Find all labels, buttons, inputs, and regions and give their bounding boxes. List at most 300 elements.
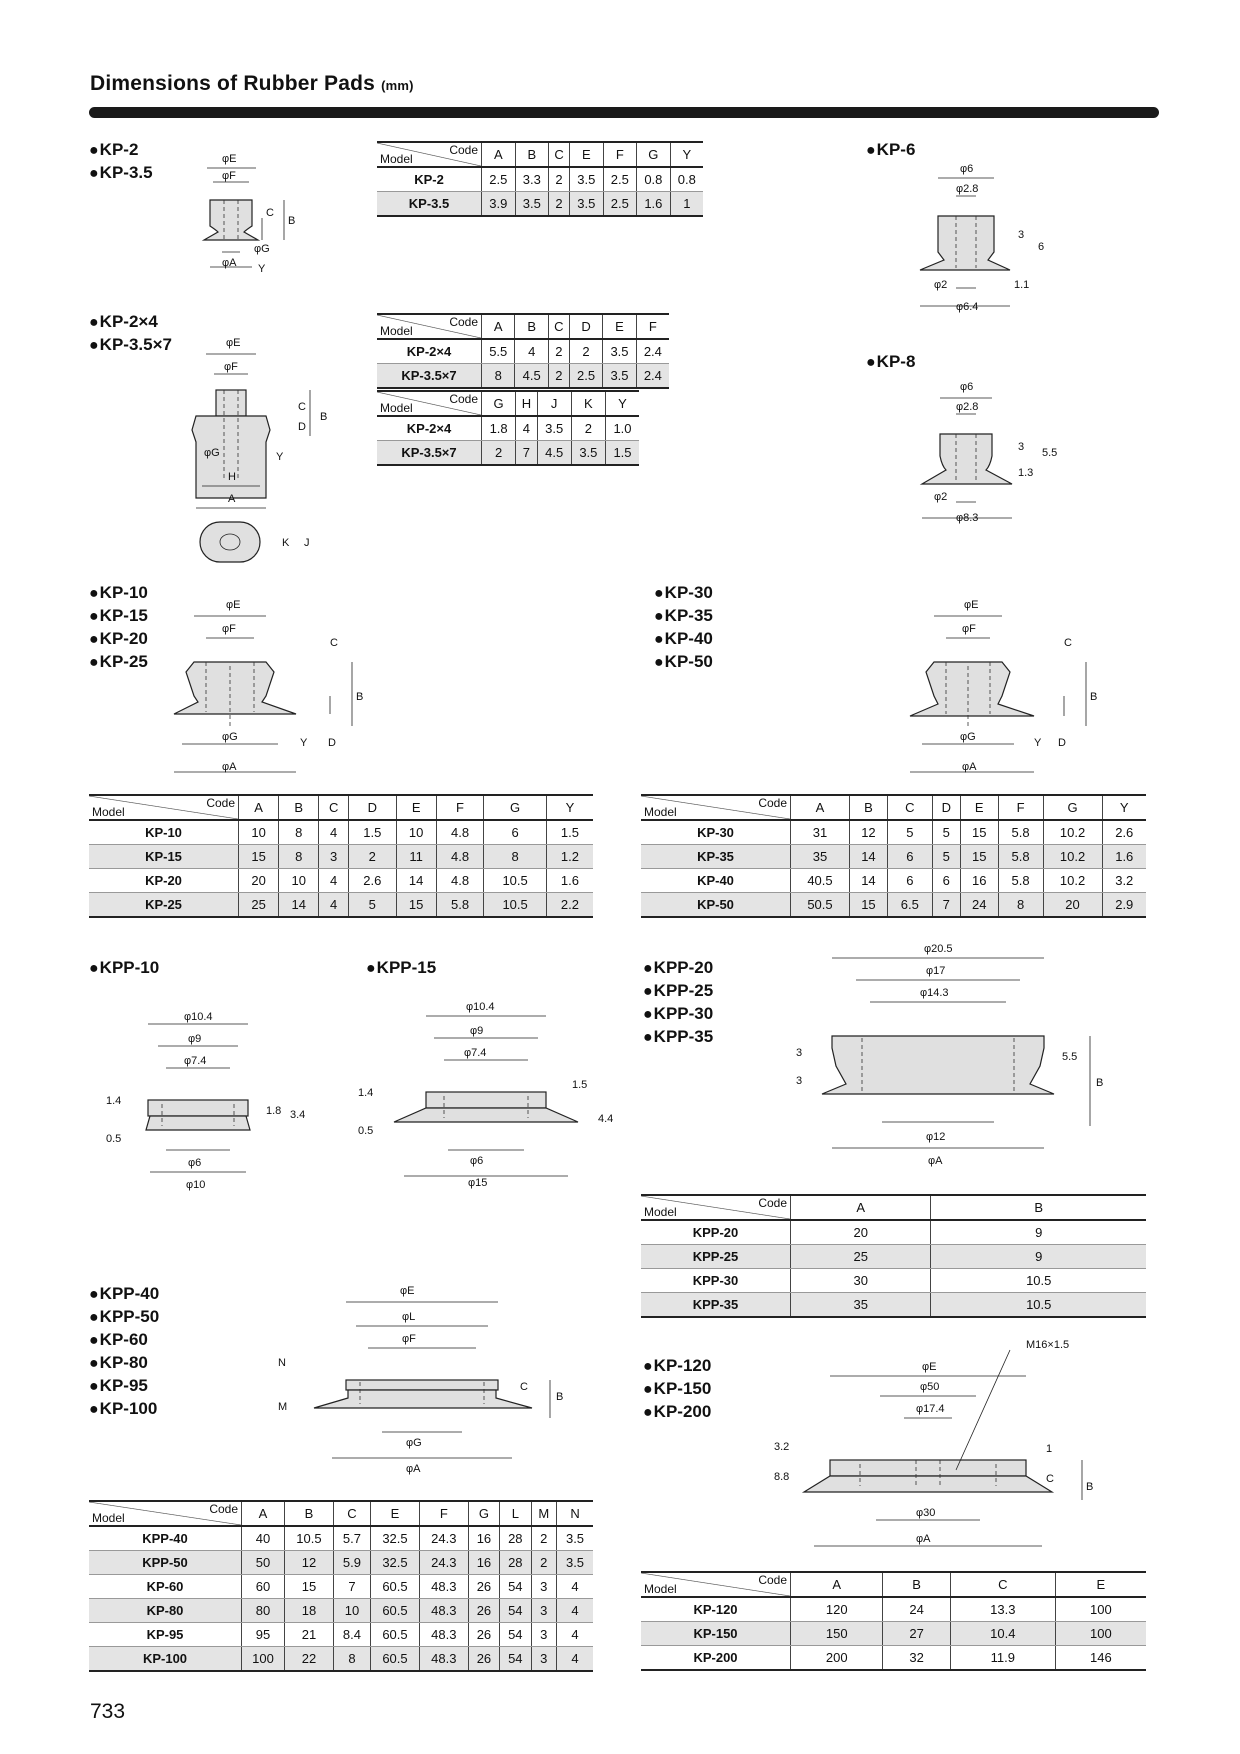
cell-value: 2.5 <box>603 192 637 217</box>
cell-value: 10.2 <box>1043 845 1102 869</box>
dim-label: 5.5 <box>1042 447 1058 459</box>
row-model: KP-150 <box>641 1622 791 1646</box>
row-model: KP-2×4 <box>377 416 482 441</box>
cell-value: 15 <box>960 820 998 845</box>
dim-label: C <box>520 1381 528 1393</box>
cell-value: 3 <box>531 1575 557 1599</box>
cell-value: 20 <box>1043 893 1102 918</box>
cell-value: 4 <box>319 820 349 845</box>
header-model: Model <box>380 324 413 338</box>
dim-label: φA <box>928 1155 943 1167</box>
cell-value: 48.3 <box>419 1599 468 1623</box>
cell-value: 48.3 <box>419 1647 468 1672</box>
drawing-kpp20 <box>790 944 1120 1184</box>
header-model-code <box>377 142 482 167</box>
model-label: ● KP-60 <box>89 1329 159 1352</box>
dim-label: 3 <box>1018 441 1025 453</box>
cell-value: 150 <box>791 1622 883 1646</box>
table-row <box>89 1575 593 1599</box>
drawing-kpp15 <box>352 1000 622 1200</box>
dim-label: Y <box>258 263 266 275</box>
cell-value: 15 <box>239 845 279 869</box>
model-label: ● KP-6 <box>866 139 915 162</box>
header-model: Model <box>380 401 413 415</box>
cell-value: 4.8 <box>436 869 484 893</box>
header-code: Code <box>449 315 478 329</box>
cell-value: 80 <box>242 1599 285 1623</box>
cell-value: 54 <box>500 1647 531 1672</box>
cell-value: 3.5 <box>603 339 636 364</box>
dim-label: φ10 <box>186 1179 206 1191</box>
header-model-code <box>377 391 482 416</box>
model-label: ● KP-25 <box>89 651 148 674</box>
model-label: ● KPP-35 <box>643 1026 713 1049</box>
dim-label: φG <box>222 731 238 743</box>
table-kp2 <box>377 141 703 217</box>
header-code: Code <box>449 392 478 406</box>
cell-value: 4.5 <box>537 441 571 466</box>
dim-label: φF <box>962 623 976 635</box>
label-kp6 <box>866 139 915 162</box>
table-row <box>89 1599 593 1623</box>
row-model: KP-50 <box>641 893 791 918</box>
cell-value: 3.5 <box>515 192 549 217</box>
dim-label: 5.5 <box>1062 1051 1078 1063</box>
label-kpp15 <box>366 957 436 980</box>
column-header: G <box>484 795 547 820</box>
column-header: E <box>371 1501 420 1526</box>
table-row <box>641 1597 1146 1622</box>
cell-value: 8 <box>484 845 547 869</box>
model-label: ● KPP-15 <box>366 957 436 980</box>
table-row <box>89 1647 593 1672</box>
dim-label: φA <box>406 1463 421 1475</box>
row-model: KP-40 <box>641 869 791 893</box>
cell-value: 6 <box>932 869 960 893</box>
cell-value: 2.4 <box>636 364 669 389</box>
header-model: Model <box>92 805 125 819</box>
dim-label: φ7.4 <box>184 1055 207 1067</box>
column-header: J <box>537 391 571 416</box>
cell-value: 35 <box>791 1293 931 1318</box>
cell-value: 8.4 <box>333 1623 370 1647</box>
column-header: M <box>531 1501 557 1526</box>
dim-label: φ6 <box>960 163 974 175</box>
column-header: A <box>791 795 850 820</box>
header-code: Code <box>758 1573 787 1587</box>
header-model: Model <box>92 1511 125 1525</box>
header-code: Code <box>209 1502 238 1516</box>
label-kp8 <box>866 351 915 374</box>
dim-label: C <box>298 401 306 413</box>
column-header: F <box>636 314 669 339</box>
cell-value: 5 <box>887 820 932 845</box>
table-row <box>641 1646 1146 1671</box>
row-model: KP-3.5×7 <box>377 441 482 466</box>
dim-label: φ15 <box>468 1177 488 1189</box>
dim-label: φG <box>254 243 270 255</box>
column-header: D <box>569 314 602 339</box>
cell-value: 9 <box>931 1220 1146 1245</box>
column-header: F <box>603 142 637 167</box>
header-code: Code <box>206 796 235 810</box>
label-kp2 <box>89 139 153 185</box>
dim-label: 0.5 <box>358 1125 374 1137</box>
cell-value: 10.2 <box>1043 869 1102 893</box>
column-header: C <box>319 795 349 820</box>
column-header: F <box>419 1501 468 1526</box>
table-row <box>641 1245 1146 1269</box>
row-model: KP-120 <box>641 1597 791 1622</box>
dim-label: Y <box>1034 737 1042 749</box>
column-header: A <box>482 314 515 339</box>
cell-value: 5.8 <box>998 820 1043 845</box>
header-model-code <box>641 1572 791 1597</box>
row-model: KP-80 <box>89 1599 242 1623</box>
row-model: KPP-20 <box>641 1220 791 1245</box>
dim-label: φ20.5 <box>924 943 953 955</box>
cell-value: 3.5 <box>557 1526 593 1551</box>
dim-label: φF <box>222 623 236 635</box>
cell-value: 4 <box>557 1575 593 1599</box>
cell-value: 16 <box>960 869 998 893</box>
cell-value: 100 <box>1055 1597 1146 1622</box>
column-header: G <box>482 391 516 416</box>
cell-value: 16 <box>468 1551 499 1575</box>
table-row <box>377 441 639 466</box>
column-header: C <box>549 142 570 167</box>
table-row <box>377 192 703 217</box>
model-label: ● KP-35 <box>654 605 713 628</box>
cell-value: 5.7 <box>333 1526 370 1551</box>
dim-label: 1.3 <box>1018 467 1034 479</box>
cell-value: 0.8 <box>637 167 671 192</box>
table-kp2x4-a <box>377 313 669 389</box>
row-model: KPP-50 <box>89 1551 242 1575</box>
dim-label: φG <box>960 731 976 743</box>
cell-value: 18 <box>285 1599 334 1623</box>
dim-label: 3.4 <box>290 1109 306 1121</box>
cell-value: 1.5 <box>546 820 593 845</box>
dim-label: φ17 <box>926 965 946 977</box>
cell-value: 3 <box>531 1599 557 1623</box>
cell-value: 10 <box>279 869 319 893</box>
column-header: A <box>791 1195 931 1220</box>
cell-value: 16 <box>468 1526 499 1551</box>
column-header: G <box>468 1501 499 1526</box>
dim-label: B <box>1086 1481 1094 1493</box>
cell-value: 10.5 <box>931 1293 1146 1318</box>
dim-label: M16×1.5 <box>1026 1339 1070 1351</box>
header-code: Code <box>758 796 787 810</box>
cell-value: 4 <box>515 339 548 364</box>
header-model-code <box>641 1195 791 1220</box>
dim-label: φ6.4 <box>956 301 979 313</box>
table-row <box>377 339 669 364</box>
cell-value: 15 <box>849 893 887 918</box>
cell-value: 3.9 <box>482 192 516 217</box>
model-label: ● KP-120 <box>643 1355 711 1378</box>
row-model: KP-100 <box>89 1647 242 1672</box>
cell-value: 6.5 <box>887 893 932 918</box>
dim-label: φ2.8 <box>956 183 979 195</box>
dim-label: 1.1 <box>1014 279 1030 291</box>
table-row <box>641 1622 1146 1646</box>
label-kpp10 <box>89 957 159 980</box>
dim-label: φ10.4 <box>466 1001 495 1013</box>
cell-value: 48.3 <box>419 1623 468 1647</box>
drawing-kp2 <box>200 148 310 278</box>
cell-value: 2 <box>531 1526 557 1551</box>
cell-value: 3 <box>531 1647 557 1672</box>
cell-value: 10.5 <box>931 1269 1146 1293</box>
column-header: A <box>242 1501 285 1526</box>
cell-value: 11 <box>396 845 436 869</box>
cell-value: 0.8 <box>670 167 703 192</box>
cell-value: 30 <box>791 1269 931 1293</box>
cell-value: 54 <box>500 1623 531 1647</box>
page-number: 733 <box>90 1700 126 1723</box>
column-header: C <box>333 1501 370 1526</box>
page-title <box>90 72 414 96</box>
dim-label: φ2.8 <box>956 401 979 413</box>
dim-label: φ50 <box>920 1381 940 1393</box>
cell-value: 60.5 <box>371 1575 420 1599</box>
cell-value: 120 <box>791 1597 883 1622</box>
dim-label: φ9 <box>470 1025 484 1037</box>
cell-value: 6 <box>887 845 932 869</box>
cell-value: 32.5 <box>371 1526 420 1551</box>
column-header: Y <box>670 142 703 167</box>
cell-value: 3 <box>531 1623 557 1647</box>
drawing-kp8 <box>930 376 1070 526</box>
cell-value: 2.5 <box>603 167 637 192</box>
cell-value: 2 <box>571 416 605 441</box>
dim-label: C <box>266 207 274 219</box>
model-label: ● KP-3.5 <box>89 162 153 185</box>
table-row <box>641 1293 1146 1318</box>
dim-label: D <box>1058 737 1066 749</box>
dim-label: 1.4 <box>106 1095 122 1107</box>
cell-value: 26 <box>468 1575 499 1599</box>
cell-value: 8 <box>279 845 319 869</box>
cell-value: 8 <box>279 820 319 845</box>
dim-label: φ9 <box>188 1033 202 1045</box>
dim-label: 3.2 <box>774 1441 790 1453</box>
dim-label: 1.4 <box>358 1087 374 1099</box>
cell-value: 7 <box>516 441 537 466</box>
dim-label: φ17.4 <box>916 1403 945 1415</box>
table-row <box>641 845 1146 869</box>
cell-value: 3.5 <box>571 441 605 466</box>
cell-value: 54 <box>500 1575 531 1599</box>
label-kp120 <box>643 1355 711 1424</box>
drawing-kp30 <box>906 596 1126 776</box>
table-row <box>641 1269 1146 1293</box>
model-label: ● KP-50 <box>654 651 713 674</box>
cell-value: 2.9 <box>1102 893 1146 918</box>
row-model: KP-60 <box>89 1575 242 1599</box>
header-model-code <box>641 795 791 820</box>
model-label: ● KP-15 <box>89 605 148 628</box>
table-row <box>377 167 703 192</box>
cell-value: 2.5 <box>482 167 516 192</box>
dim-label: 4.4 <box>598 1113 614 1125</box>
dim-label: φA <box>916 1533 931 1545</box>
cell-value: 15 <box>285 1575 334 1599</box>
row-model: KP-20 <box>89 869 239 893</box>
dim-label: B <box>356 691 364 703</box>
cell-value: 2 <box>348 845 396 869</box>
cell-value: 1 <box>670 192 703 217</box>
cell-value: 1.5 <box>348 820 396 845</box>
column-header: F <box>436 795 484 820</box>
dim-label: φL <box>402 1311 416 1323</box>
column-header: E <box>603 314 636 339</box>
cell-value: 35 <box>791 845 850 869</box>
dim-label: φ8.3 <box>956 512 979 524</box>
dim-label: 8.8 <box>774 1471 790 1483</box>
cell-value: 26 <box>468 1647 499 1672</box>
model-label: ● KPP-50 <box>89 1306 159 1329</box>
model-label: ● KPP-30 <box>643 1003 713 1026</box>
row-model: KP-95 <box>89 1623 242 1647</box>
dim-label: B <box>556 1391 564 1403</box>
row-model: KPP-40 <box>89 1526 242 1551</box>
cell-value: 4 <box>557 1623 593 1647</box>
cell-value: 3.3 <box>515 167 549 192</box>
dim-label: φE <box>222 153 237 165</box>
row-model: KP-3.5 <box>377 192 482 217</box>
dim-label: 0.5 <box>106 1133 122 1145</box>
dim-label: φ14.3 <box>920 987 949 999</box>
dim-label: φ12 <box>926 1131 946 1143</box>
row-model: KPP-35 <box>641 1293 791 1318</box>
cell-value: 21 <box>285 1623 334 1647</box>
dim-label: Y <box>276 451 284 463</box>
table-row <box>641 893 1146 918</box>
header-code: Code <box>758 1196 787 1210</box>
column-header: A <box>791 1572 883 1597</box>
table-row <box>89 820 593 845</box>
cell-value: 100 <box>1055 1622 1146 1646</box>
cell-value: 10.2 <box>1043 820 1102 845</box>
row-model: KP-200 <box>641 1646 791 1671</box>
cell-value: 7 <box>932 893 960 918</box>
title-rule <box>89 107 1159 118</box>
table-kp30 <box>641 794 1146 918</box>
table-kp2x4-b <box>377 390 639 466</box>
cell-value: 4.8 <box>436 820 484 845</box>
row-model: KP-3.5×7 <box>377 364 482 389</box>
cell-value: 60.5 <box>371 1647 420 1672</box>
cell-value: 6 <box>484 820 547 845</box>
drawing-kpp10 <box>100 1008 320 1198</box>
cell-value: 24 <box>883 1597 950 1622</box>
cell-value: 2.4 <box>636 339 669 364</box>
column-header: E <box>570 142 604 167</box>
cell-value: 2 <box>548 339 569 364</box>
cell-value: 24 <box>960 893 998 918</box>
dim-label: B <box>1090 691 1098 703</box>
table-row <box>89 1623 593 1647</box>
model-label: ● KP-2×4 <box>89 311 172 334</box>
column-header: F <box>998 795 1043 820</box>
cell-value: 3.5 <box>570 167 604 192</box>
dim-label: 3 <box>1018 229 1025 241</box>
dim-label: B <box>1096 1077 1104 1089</box>
table-row <box>89 1526 593 1551</box>
column-header: B <box>279 795 319 820</box>
column-header: B <box>515 314 548 339</box>
cell-value: 10.4 <box>950 1622 1055 1646</box>
cell-value: 40.5 <box>791 869 850 893</box>
cell-value: 1.6 <box>1102 845 1146 869</box>
dim-label: φE <box>400 1285 415 1297</box>
row-model: KP-30 <box>641 820 791 845</box>
cell-value: 4.5 <box>515 364 548 389</box>
cell-value: 5.8 <box>436 893 484 918</box>
title-main: Dimensions of Rubber Pads <box>90 72 376 95</box>
cell-value: 32.5 <box>371 1551 420 1575</box>
column-header: G <box>1043 795 1102 820</box>
dim-label: φE <box>226 337 241 349</box>
cell-value: 5 <box>932 845 960 869</box>
cell-value: 40 <box>242 1526 285 1551</box>
model-label: ● KP-100 <box>89 1398 159 1421</box>
cell-value: 24.3 <box>419 1526 468 1551</box>
cell-value: 28 <box>500 1526 531 1551</box>
table-row <box>377 416 639 441</box>
dim-label: φE <box>226 599 241 611</box>
cell-value: 10 <box>396 820 436 845</box>
cell-value: 7 <box>333 1575 370 1599</box>
cell-value: 50 <box>242 1551 285 1575</box>
label-kp30 <box>654 582 713 674</box>
dim-label: φF <box>222 170 236 182</box>
dim-label: φ2 <box>934 491 948 503</box>
dim-label: A <box>228 493 236 505</box>
column-header: K <box>571 391 605 416</box>
column-header: D <box>348 795 396 820</box>
dim-label: N <box>278 1357 286 1369</box>
cell-value: 14 <box>849 869 887 893</box>
header-model-code <box>89 1501 242 1526</box>
dim-label: 6 <box>1038 241 1045 253</box>
cell-value: 2 <box>531 1551 557 1575</box>
cell-value: 4 <box>319 869 349 893</box>
label-kp10 <box>89 582 148 674</box>
cell-value: 12 <box>849 820 887 845</box>
dim-label: φF <box>402 1333 416 1345</box>
cell-value: 8 <box>482 364 515 389</box>
row-model: KP-25 <box>89 893 239 918</box>
table-kp120 <box>641 1571 1146 1671</box>
cell-value: 20 <box>791 1220 931 1245</box>
cell-value: 20 <box>239 869 279 893</box>
column-header: A <box>482 142 516 167</box>
cell-value: 12 <box>285 1551 334 1575</box>
cell-value: 5 <box>348 893 396 918</box>
dim-label: J <box>304 537 310 549</box>
dim-label: 1.5 <box>572 1079 588 1091</box>
dim-label: Y <box>300 737 308 749</box>
cell-value: 48.3 <box>419 1575 468 1599</box>
table-row <box>641 1220 1146 1245</box>
model-label: ● KP-2 <box>89 139 153 162</box>
cell-value: 200 <box>791 1646 883 1671</box>
table-row <box>641 820 1146 845</box>
